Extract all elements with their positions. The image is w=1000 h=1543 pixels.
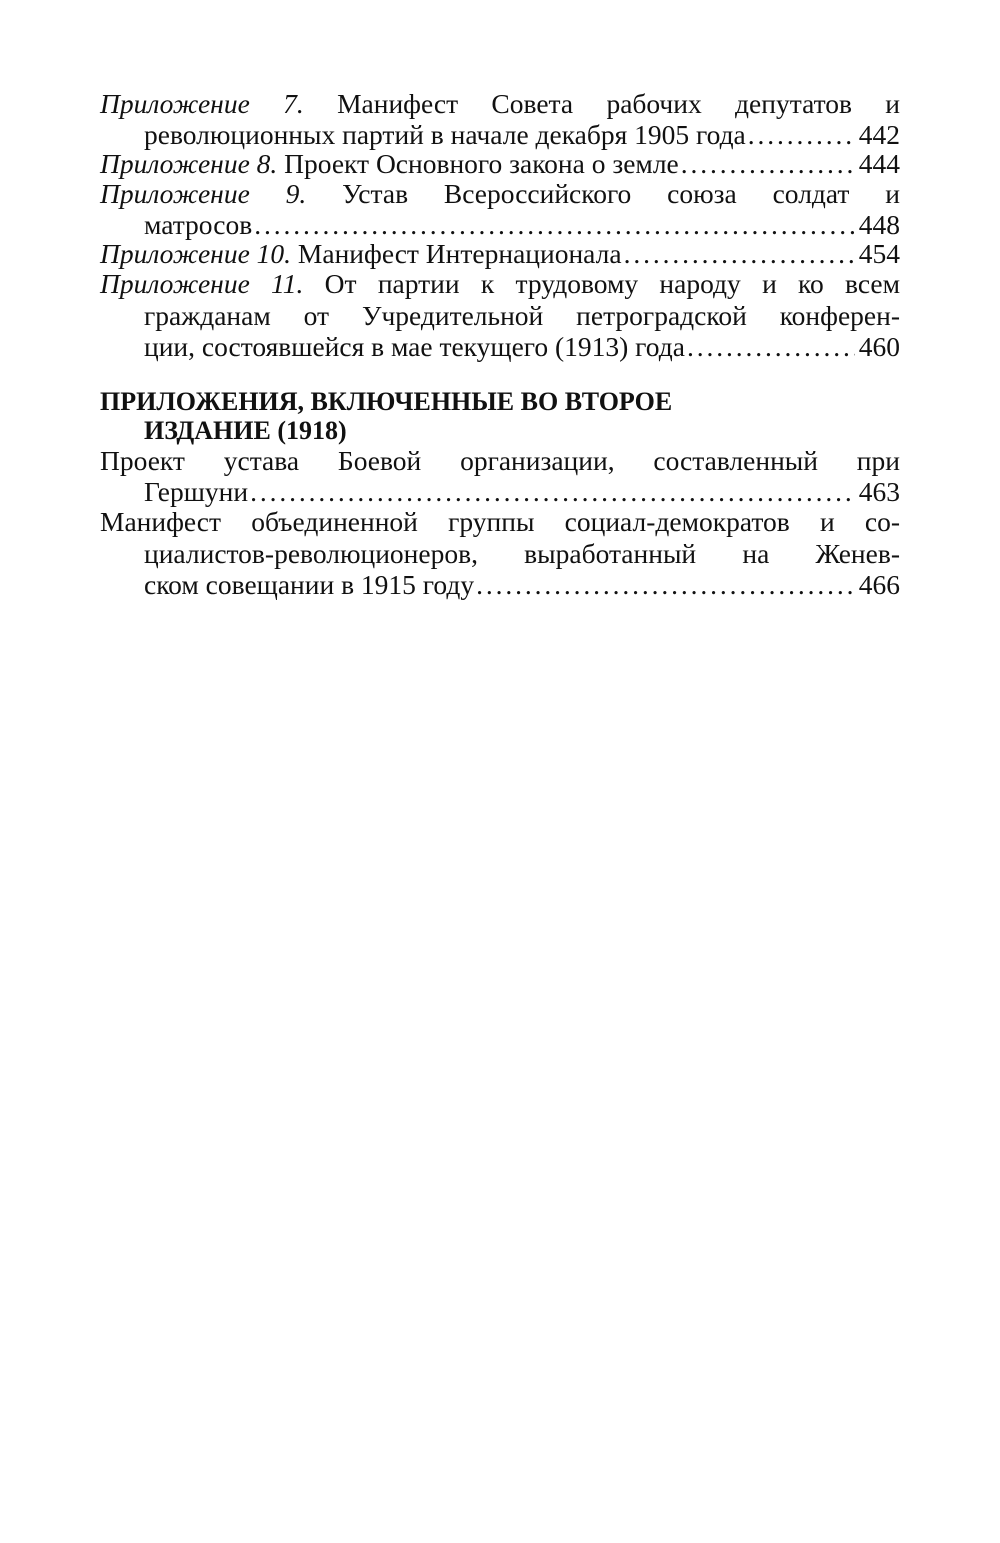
dot-leader bbox=[254, 210, 855, 239]
toc-entry-title: От партии к трудовому народу и ко всем bbox=[324, 268, 901, 299]
page-number: 444 bbox=[858, 148, 900, 179]
toc-entry-title: Устав Всероссийского союза солдат и bbox=[342, 178, 900, 209]
toc-entry-title: гражданам от Учредительной петроградской конферен- bbox=[144, 300, 900, 331]
appendix-label: Приложение 11. bbox=[100, 268, 304, 299]
section-heading bbox=[100, 387, 900, 445]
toc-entry-line bbox=[100, 120, 900, 149]
dot-leader bbox=[681, 149, 855, 178]
toc-entry-line bbox=[100, 268, 900, 300]
toc-entry-title: ции, состоявшейся в мае текущего (1913) года bbox=[144, 331, 685, 362]
toc-entry-line bbox=[100, 445, 900, 477]
toc-entry-line bbox=[100, 178, 900, 210]
page-number: 454 bbox=[858, 238, 900, 269]
toc-entry-appendix-7[interactable] bbox=[100, 88, 900, 149]
toc-entry-line bbox=[100, 210, 900, 239]
table-of-contents bbox=[100, 88, 900, 599]
toc-entry-line bbox=[100, 300, 900, 332]
toc-entry-title: Манифест объединенной группы социал-демократов и со- bbox=[100, 506, 900, 537]
toc-entry-battle-org-charter[interactable] bbox=[100, 445, 900, 506]
toc-entry-line bbox=[100, 149, 900, 178]
toc-entry-title: Манифест Совета рабочих депутатов и bbox=[337, 88, 901, 119]
appendix-label: Приложение 7. bbox=[100, 88, 304, 119]
section-heading-line: ПРИЛОЖЕНИЯ, ВКЛЮЧЕННЫЕ ВО ВТОРОЕ bbox=[100, 387, 673, 416]
dot-leader bbox=[476, 570, 855, 599]
toc-entry-title: ском совещании в 1915 году bbox=[144, 569, 475, 600]
appendix-label: Приложение 9. bbox=[100, 178, 307, 209]
toc-entry-line bbox=[100, 538, 900, 570]
toc-entry-title: Проект Основного закона о земле bbox=[284, 148, 679, 179]
toc-entry-line bbox=[100, 239, 900, 268]
toc-entry-title: циалистов-революционеров, выработанный на Женев- bbox=[144, 538, 900, 569]
appendix-label: Приложение 8. bbox=[100, 148, 278, 179]
toc-entry-line bbox=[100, 477, 900, 506]
toc-entry-title: революционных партий в начале декабря 1905 года bbox=[144, 119, 746, 150]
page-number: 466 bbox=[858, 569, 900, 600]
toc-entry-line bbox=[100, 332, 900, 361]
page-number: 463 bbox=[858, 476, 900, 507]
appendix-label: Приложение 10. bbox=[100, 238, 292, 269]
toc-entry-title: Манифест Интернационала bbox=[297, 238, 622, 269]
toc-entry-appendix-11[interactable] bbox=[100, 268, 900, 361]
toc-entry-united-group-manifesto[interactable] bbox=[100, 506, 900, 599]
dot-leader bbox=[687, 332, 855, 361]
toc-entry-line bbox=[100, 570, 900, 599]
toc-entry-line bbox=[100, 506, 900, 538]
page-number: 460 bbox=[858, 331, 900, 362]
dot-leader bbox=[748, 120, 855, 149]
toc-entry-title: матросов bbox=[144, 209, 253, 240]
toc-entry-appendix-10[interactable] bbox=[100, 239, 900, 268]
dot-leader bbox=[250, 477, 855, 506]
page-number: 448 bbox=[858, 209, 900, 240]
page-number: 442 bbox=[858, 119, 900, 150]
toc-entry-appendix-8[interactable] bbox=[100, 149, 900, 178]
dot-leader bbox=[624, 239, 855, 268]
toc-entry-appendix-9[interactable] bbox=[100, 178, 900, 239]
toc-entry-title: Гершуни bbox=[144, 476, 249, 507]
section-heading-line: ИЗДАНИЕ (1918) bbox=[144, 416, 347, 445]
toc-entry-title: Проект устава Боевой организации, составленный при bbox=[100, 445, 900, 476]
toc-entry-line bbox=[100, 88, 900, 120]
